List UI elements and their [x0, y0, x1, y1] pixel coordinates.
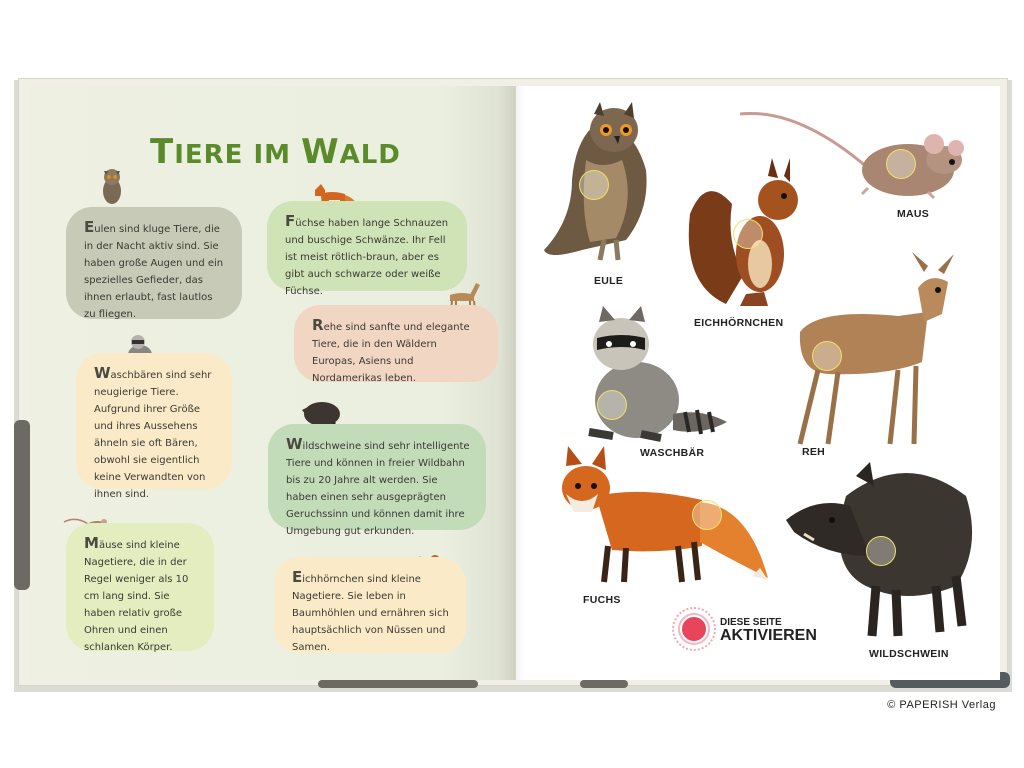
info-bubble-mouse: Mäuse sind kleine Nagetiere, die in der Regel weniger als 10 cm lang sind. Sie haben relativ große Ohren und einen schlanken Körper. — [66, 523, 214, 651]
peek-animal-bottom-1 — [318, 680, 478, 688]
info-bubble-squirrel: Eichhörnchen sind kleine Nagetiere. Sie leben in Baumhöhlen und ernähren sich hauptsächlich von Nüssen und Samen. — [274, 557, 466, 653]
hotspot-squirrel[interactable] — [733, 219, 763, 249]
label-maus: MAUS — [897, 208, 930, 220]
bubble-text: ichhörnchen sind kleine Nagetiere. Sie leben in Baumhöhlen und ernähren sich hauptsächlich von Nüssen und Samen. — [292, 574, 449, 653]
copyright-notice: © PAPERISH Verlag — [887, 699, 996, 711]
info-bubble-fox: Füchse haben lange Schnauzen und buschige Schwänze. Ihr Fell ist meist rötlich-braun, aber es gibt auch schwarze oder weiße Füchse. — [267, 201, 467, 291]
hotspot-deer[interactable] — [812, 341, 842, 371]
bubble-text: üchse haben lange Schnauzen und buschige Schwänze. Ihr Fell ist meist rötlich-braun, aber es gibt auch schwarze oder weiße Füchse. — [285, 218, 449, 297]
bubble-text: ulen sind kluge Tiere, die in der Nacht aktiv sind. Sie haben große Augen und ein spezielles Gefieder, das ihnen erlaubt, fast lautlos zu fliegen. — [84, 224, 224, 320]
activate-label-line2: AKTIVIEREN — [720, 627, 817, 644]
deer-image — [778, 252, 962, 448]
activate-label-line1: DIESE SEITE — [720, 617, 782, 628]
activate-dot-icon — [680, 615, 708, 643]
page-title: TIERE IM WALD — [150, 132, 401, 172]
hotspot-raccoon[interactable] — [597, 390, 627, 420]
owl-icon — [98, 167, 126, 207]
info-bubble-boar: Wildschweine sind sehr intelligente Tiere und können in freier Wildbahn bis zu 20 Jahre alt werden. Sie haben einen sehr ausgeprägten Geruchssinn und können damit ihre Umgebung gut erkunden. — [268, 424, 486, 530]
label-eule: EULE — [594, 275, 624, 287]
label-eichhoernchen: EICHHÖRNCHEN — [694, 317, 784, 329]
label-waschbaer: WASCHBÄR — [640, 447, 705, 459]
bubble-text: ildschweine sind sehr intelligente Tiere und können in freier Wildbahn bis zu 20 Jahre alt werden. Sie haben einen sehr ausgeprägten Geruchssinn und können damit ihre Umgebung gut erkunden. — [286, 441, 470, 537]
hotspot-fox[interactable] — [692, 500, 722, 530]
info-bubble-owl: Eulen sind kluge Tiere, die in der Nacht aktiv sind. Sie haben große Augen und ein spezielles Gefieder, das ihnen erlaubt, fast lautlos zu fliegen. — [66, 207, 242, 319]
info-bubble-deer: Rehe sind sanfte und elegante Tiere, die in den Wäldern Europas, Asiens und Nordamerikas leben. — [294, 305, 498, 382]
hotspot-owl[interactable] — [579, 170, 609, 200]
activate-page-button[interactable] — [672, 607, 822, 653]
raccoon-image — [577, 304, 731, 444]
label-fuchs: FUCHS — [583, 594, 621, 606]
page-gutter — [500, 86, 524, 680]
label-wildschwein: WILDSCHWEIN — [869, 648, 949, 660]
label-reh: REH — [802, 446, 826, 458]
fox-image — [552, 446, 770, 590]
bubble-text: ehe sind sanfte und elegante Tiere, die in den Wäldern Europas, Asiens und Nordamerikas leben. — [312, 322, 470, 384]
peek-animal-bottom-2 — [580, 680, 628, 688]
info-bubble-raccoon: Waschbären sind sehr neugierige Tiere. Aufgrund ihrer Größe und ihres Aussehens ähneln sie oft Bären, obwohl sie eigentlich keine Verwandten von ihnen sind. — [76, 353, 232, 489]
bubble-text: aschbären sind sehr neugierige Tiere. Aufgrund ihrer Größe und ihres Aussehens ähneln sie oft Bären, obwohl sie eigentlich keine Verwandten von ihnen sind. — [94, 370, 212, 500]
hotspot-mouse[interactable] — [886, 149, 916, 179]
peek-animal-left — [14, 420, 30, 590]
hotspot-boar[interactable] — [866, 536, 896, 566]
bubble-text: äuse sind kleine Nagetiere, die in der Regel weniger als 10 cm lang sind. Sie haben relativ große Ohren und einen schlanken Körper. — [84, 540, 189, 653]
